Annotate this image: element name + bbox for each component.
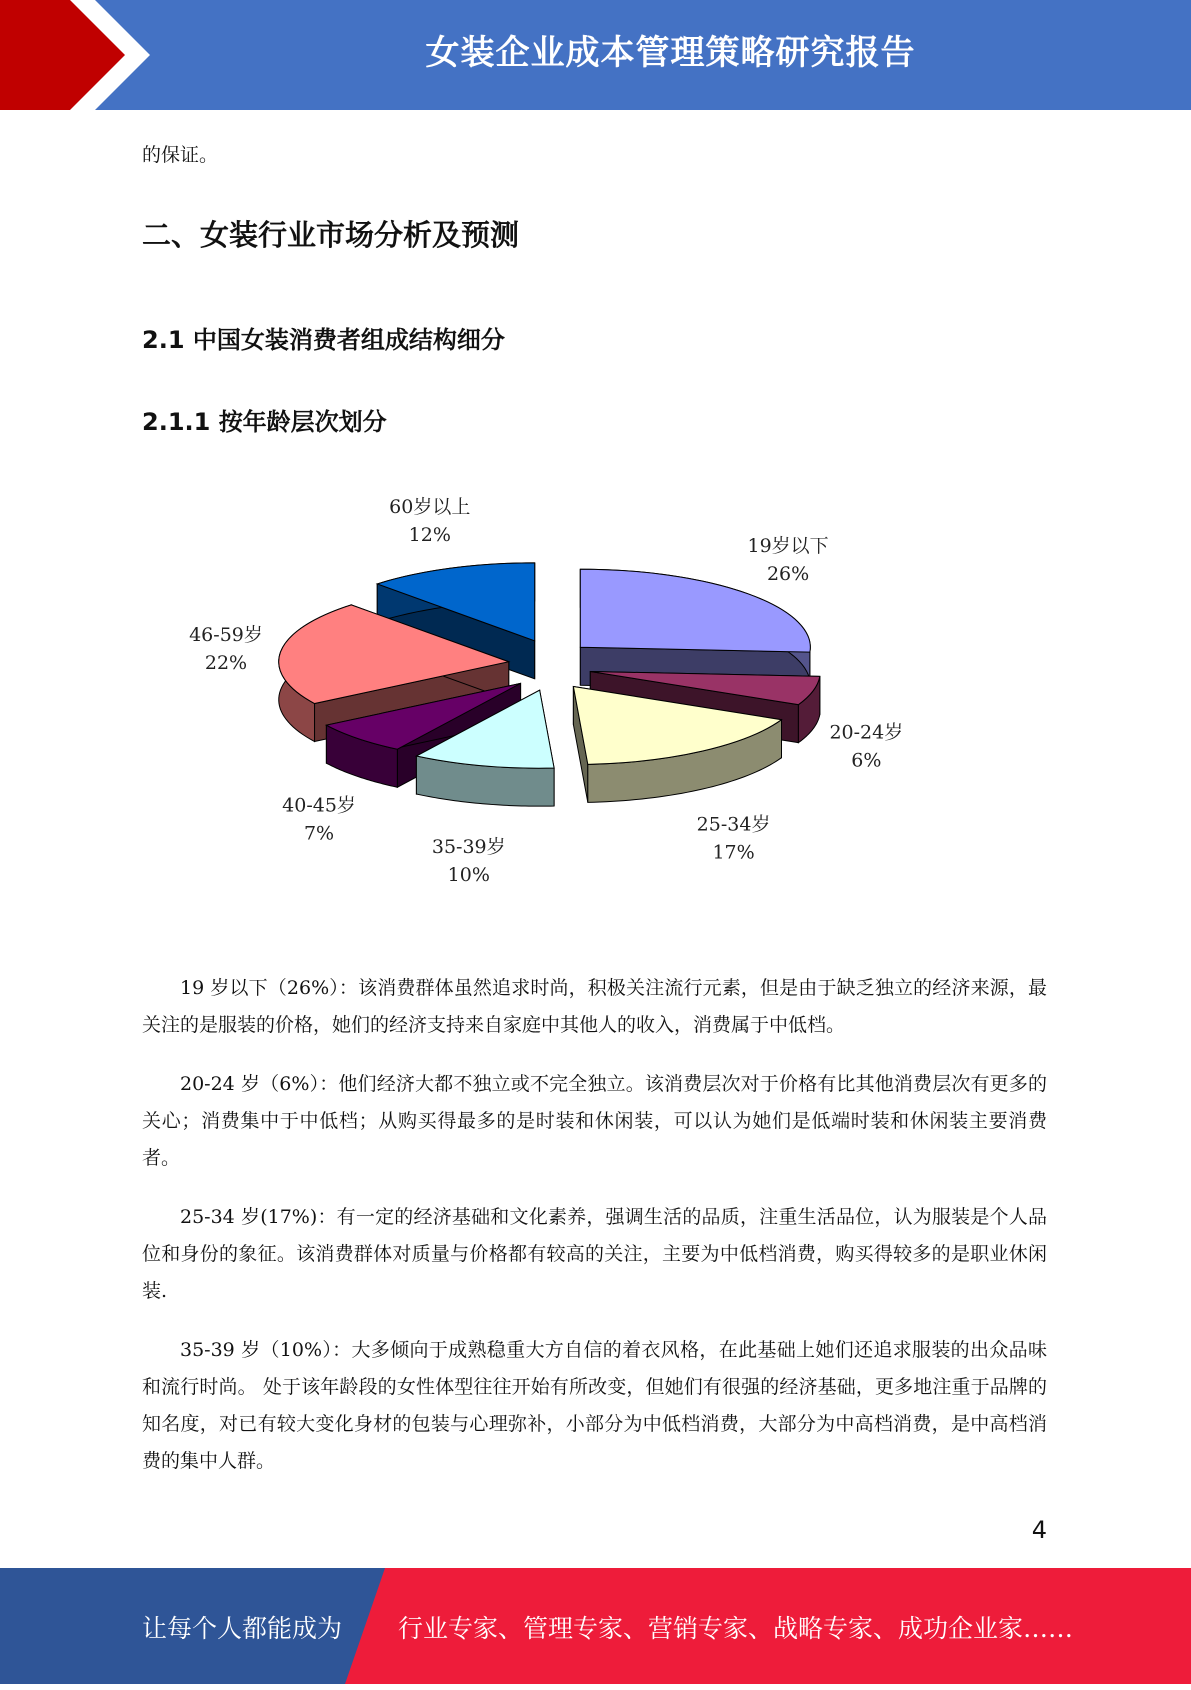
- header-chevron-decoration: [0, 0, 160, 110]
- body-text: [142, 970, 1047, 1502]
- slice-value-4: 7%: [303, 822, 335, 845]
- footer-slogan-right: 行业专家、管理专家、营销专家、战略专家、成功企业家……: [398, 1614, 1074, 1643]
- slice-value-1: 6%: [851, 749, 882, 772]
- paragraph-under-19: 19 岁以下（26%）：该消费群体虽然追求时尚，积极关注流行元素，但是由于缺乏独立的经济来源，最关注的是服装的价格，她们的经济支持来自家庭中其他人的收入，消费属于中低档。: [142, 977, 1047, 1036]
- footer-slogan-left: 让每个人都能成为: [142, 1614, 343, 1643]
- paragraph-20-24: 20-24 岁（6%）：他们经济大都不独立或不完全独立。该消费层次对于价格有比其他消费层次有更多的关心；消费集中于中低档；从购买得最多的是时装和休闲装，可以认为她们是低端时装和休闲装主要消费者。: [142, 1073, 1047, 1169]
- paragraph-25-34: 25-34 岁(17%)：有一定的经济基础和文化素养，强调生活的品质，注重生活品位，认为服装是个人品位和身份的象征。该消费群体对质量与价格都有较高的关注，主要为中低档消费，购买得较多的是职业休闲装.: [142, 1206, 1047, 1302]
- slice-label-0: 19岁以下: [747, 535, 829, 558]
- continued-text: 的保证。: [142, 144, 219, 166]
- slice-label-1: 20-24岁: [829, 721, 904, 744]
- age-distribution-pie-chart: [189, 496, 920, 887]
- slice-value-6: 12%: [408, 524, 451, 547]
- slice-label-6: 60岁以上: [389, 496, 471, 519]
- slice-value-2: 17%: [712, 841, 755, 864]
- slice-value-5: 22%: [204, 652, 248, 675]
- slice-label-4: 40-45岁: [282, 794, 356, 817]
- section-heading: 二、女装行业市场分析及预测: [142, 218, 520, 252]
- slice-label-5: 46-59岁: [189, 624, 263, 647]
- slice-value-3: 10%: [447, 864, 490, 887]
- page-number: 4: [1031, 1516, 1047, 1544]
- slice-label-3: 35-39岁: [431, 836, 506, 859]
- paragraph-35-39: 35-39 岁（10%）：大多倾向于成熟稳重大方自信的着衣风格，在此基础上她们还追求服装的出众品味和流行时尚。 处于该年龄段的女性体型往往开始有所改变，但她们有很强的经济基础，更多地注重于品牌的知名度，对已有较大变化身材的包装与心理弥补，小部分为中低档消费，大部分为中高档消费，是中高档消费的集中人群。: [142, 1339, 1047, 1472]
- sub-subsection-heading: 2.1.1 按年龄层次划分: [142, 408, 387, 436]
- page-header: [0, 0, 1191, 110]
- slice-label-2: 25-34岁: [696, 813, 771, 836]
- page-footer: [0, 1568, 1191, 1684]
- subsection-heading: 2.1 中国女装消费者组成结构细分: [142, 326, 505, 354]
- slice-value-0: 26%: [766, 563, 810, 586]
- report-title: 女装企业成本管理策略研究报告: [425, 33, 916, 73]
